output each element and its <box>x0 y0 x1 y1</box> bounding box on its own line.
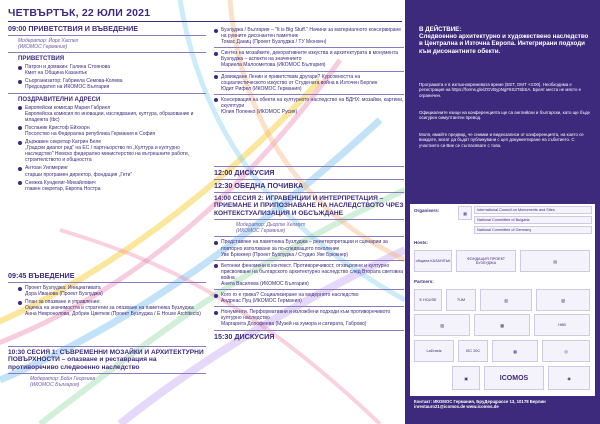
bullet-icon <box>18 167 22 171</box>
bullet-icon <box>214 311 218 315</box>
list-item: Бетонни феномени в контекст. Противоречивост, отхвърляне и културно присвояване на българското архитектурно наследство след Втората световна война Анета Василева (ИКОМОС България) <box>214 263 404 287</box>
divider <box>214 192 404 193</box>
session-2-title: 14:00 СЕСИЯ 2: ИГРАВЕНЦИИ И ИНТЕРПРЕТАЦИЯ – ПРИЕМАНЕ И ПРИПОЗНАВАНЕ НА НАСЛЕДСТВОТО ЧРЕЗ КОНТЕКСТУАЛИЗАЦИЯ И ОБСЪЖДАНЕ <box>214 195 404 217</box>
list-item: Държавен секретар Катрин Беле „Градски диалог ред" на ЕС / партньорство по „Култура и културно наследство" Немско федерално министерство на вътрешните работи, строителството и общността <box>8 139 206 163</box>
list-item: Представяне на паметника Бузлуджа – реинтерпретации и сценарии за повторно използване за по-следващото поколение Уве Брюкнер (Проект Бузлуджа / Студио Уве Брюкнер) <box>214 239 404 257</box>
page-date-title: ЧЕТВЪРТЪК, 22 ЮЛИ 2021 <box>8 7 151 19</box>
session-introduction-time: 09:45 ВЪВЕДЕНИЕ <box>8 271 75 280</box>
moderator: Модератор: Йорг Хаспел (ИКОМОС Германия) <box>18 38 79 51</box>
divider <box>8 282 206 283</box>
panel-title: В ДЕЙСТВИЕ: Следвоенно архитектурно и художествено наследство в Централна и Източна Европа. Интегрирани подходи към дисонантните обекти. <box>419 26 589 55</box>
bullet-icon <box>18 141 22 145</box>
list-item: Проект Бузлуджа: Инициативата Дора Иванова (Проект Бузлуджа) <box>8 285 206 297</box>
list-item: Съорганизатор: Габриела Семова-Колева Председател на ИКОМОС България <box>8 78 206 90</box>
nc-germany-logo: National Committee of Germany <box>474 226 592 234</box>
partners-label: Partners: <box>414 279 434 284</box>
partner-logo-3: ▥ <box>480 289 532 311</box>
ladrasis-logo: LaDrasis <box>414 340 454 362</box>
partner-logo-10: ◎ <box>542 340 590 362</box>
bullet-icon <box>214 294 218 298</box>
divider <box>214 166 404 167</box>
partner-logo-12: ◉ <box>548 366 590 390</box>
divider <box>214 71 404 72</box>
bullet-icon <box>214 29 218 33</box>
list-item: Консервация на обекти на културното наследство на ВДНХ: мозайки, картини, скулптури Юлия Попенко (ИКОМОС Русия) <box>214 97 404 115</box>
partner-logo-9: ▦ <box>492 340 538 362</box>
divider <box>214 94 404 95</box>
list-item: Посланик Кристоф Ейххорн Посолство на Федерална република Германия в София <box>8 125 206 137</box>
isc20c-logo: ISC 20C <box>458 340 488 362</box>
language-note: Официалните езици на конференцията ще са английски и български, като ще бъде осигурен симултантен превод. <box>419 110 590 121</box>
divider <box>214 330 404 331</box>
partner-logo-5: ▨ <box>414 314 470 336</box>
host-logo-3: ▤ <box>520 250 590 272</box>
bullet-icon <box>18 66 22 70</box>
kazanlak-logo: община КАЗАНЛЪК <box>414 250 452 272</box>
partner-logo-6: ▩ <box>474 314 530 336</box>
list-item: План за опазване и управление: Оценка на значимостта и стратегии за опазване на паметника Бузлуджа Анна Невронолова, Добрин Цветков (Проект Бузлуджа / E House Architects) <box>8 299 206 317</box>
list-item: Антоан Уилмеринг старши програмен директор, фондация „Гети" <box>8 165 206 177</box>
list-item: Нонументи. Перформативни и изложбени подходи към противоречивото културно наследство Маргарита Дорофеева (Музей на хумора и сатирата, Габрово) <box>214 309 404 327</box>
title-rule <box>8 21 402 22</box>
divider <box>214 236 404 237</box>
bullet-icon <box>18 106 22 110</box>
bullet-icon <box>214 52 218 56</box>
list-item: Довиждане Ленин и приветствам другари? Курсовността на социалистическото изкуство от Студената война в Източен Берлин Юдит Рифел (ИКОМОС Германия) <box>214 74 404 92</box>
addresses-heading: ПОЗДРАВИТЕЛНИ АДРЕСИ <box>18 95 101 103</box>
hosts-label: Hosts: <box>414 240 429 245</box>
session-opening-time: 09:00 ПРИВЕТСТВИЯ И ВЪВЕДЕНИЕ <box>8 24 139 33</box>
bullet-icon <box>18 287 22 291</box>
bullet-icon <box>18 181 22 185</box>
nkv-logo: НКВ <box>534 314 590 336</box>
icomos-intl-logo: International Council on Monuments and Sites <box>474 206 592 214</box>
photo-consent-note: Моля, имайте предвид, че снимки и видеозаписи от конференцията, на които се виждате, могат да бъдат публикувани с цел документиране на събитието. С участието си Вие се съгласявате с това. <box>419 132 584 148</box>
partner-logo-4: ▧ <box>536 289 590 311</box>
divider <box>8 93 206 94</box>
registration-note: Програмата е в изпъкновремевата време (EET, GMT +3:00). Необходима е регистрация на https://forms.gle/ZGVBypNgF6S3T6bSA. Броят места не място е ограничен. <box>419 82 582 98</box>
divider <box>214 306 404 307</box>
buzludzha-logo: ФОНДАЦИЯ ПРОЕКТ БУЗЛУДЖА <box>456 250 516 272</box>
moderator: Модератор: Бойн Георгиев (ИКОМОС България) <box>30 376 95 389</box>
session-opening <box>8 25 206 192</box>
list-item: Европейски комисар Мария Габриел Европейска комисия по иновации, изследвания, култура, образование и младежта (tbc) <box>8 105 206 123</box>
divider <box>214 260 404 261</box>
bullet-icon <box>214 75 218 79</box>
divider <box>8 35 206 36</box>
organisers-label: Organisers: <box>414 208 440 213</box>
icomos-logo: ICOMOS <box>484 366 544 390</box>
contact-info: Контакт: ИКОМОС Германия, БруДерщрассе 13, 10178 Берлин inrestauro21@icomos.de www.icomos.de <box>414 399 546 410</box>
list-item: Кого го е грижа? Социализиране на модерното наследство Андреас Пуц (ИКОМОС Германия) <box>214 292 404 304</box>
divider <box>214 47 404 48</box>
bullet-icon <box>214 264 218 268</box>
lunch-break: 12:30 ОБЕДНА ПОЧИВКА <box>214 181 304 190</box>
bullet-icon <box>18 80 22 84</box>
list-item: Патрон и домакин: Галина Стоянова Кмет на Община Казанлък <box>8 64 206 76</box>
house-logo: E HOUSE <box>414 289 442 311</box>
greetings-heading: ПРИВЕТСТВИЯ <box>18 55 65 63</box>
session-introduction <box>8 272 206 317</box>
list-item: Синтез на мозайките, декоративните изкуства и архитектурата в монумента Бузлуджа – аспекти на значението Мариела Малоометова (ИКОМОС България) <box>214 50 404 68</box>
session-1-title: 10:30 СЕСИЯ 1: СЪВРЕМЕННИ МОЗАЙКИ И АРХИТЕКТУРНИ ПОВЪРХНОСТИ – опазване и реставрация на противоречиво следвоенно наследство <box>8 349 204 371</box>
discussion-1: 12:00 ДИСКУСИЯ <box>214 168 275 177</box>
bullet-icon <box>214 98 218 102</box>
divider <box>214 179 404 180</box>
discussion-2: 15:30 ДИСКУСИЯ <box>214 331 275 341</box>
divider <box>8 52 206 53</box>
session-1-talks <box>214 25 404 115</box>
bullet-icon <box>18 126 22 130</box>
list-item: Снежка Кунделиг-Михайлович главен секретар, Европа Ностра <box>8 180 206 192</box>
midday-block <box>214 164 404 341</box>
tum-logo: TUM <box>446 289 476 311</box>
divider <box>8 373 206 374</box>
session-1 <box>8 344 206 388</box>
icomos-emblem-icon: ▣ <box>452 366 480 390</box>
bullet-icon <box>18 301 22 305</box>
divider <box>214 219 404 220</box>
moderator: Модератор: Дьорте Хелмут (ИКОМОС Германия) <box>236 222 306 235</box>
divider <box>8 346 206 347</box>
divider <box>214 289 404 290</box>
icomos-logo-icon: ▦ <box>458 206 472 220</box>
nc-bulgaria-logo: National Committee of Bulgaria <box>474 216 592 224</box>
bullet-icon <box>214 241 218 245</box>
list-item: Бузлуджа / България – "It is Big Stuff." Начини за материалното консервиране на руините дисонантен паметник Томас Даниц (Проект Бузлуджа / ТУ Мюнхен) <box>214 27 404 45</box>
